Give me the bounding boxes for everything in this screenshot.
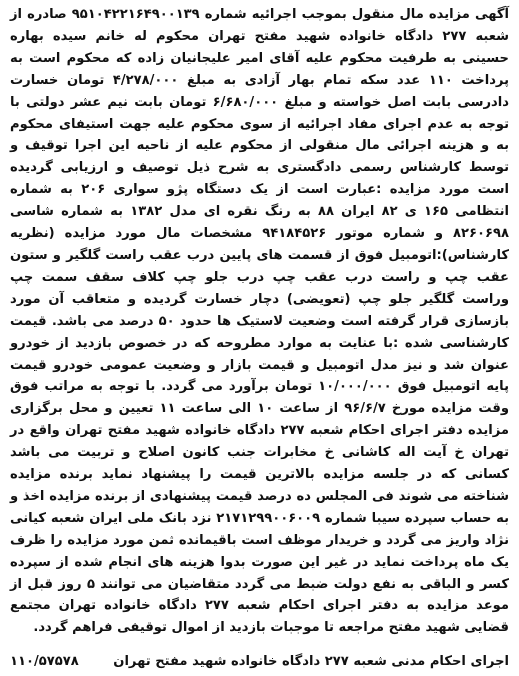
notice-reference-number: ۱۱۰/۵۷۵۷۸ xyxy=(10,654,79,669)
notice-body: آگهی مزایده مال منقول بموجب اجرائیه شماره ۹۵۱۰۴۲۲۱۶۴۹۰۰۱۳۹ صادره از شعبه ۲۷۷ دادگاه خانواده شهید مفتح تهران محکوم له خانم سیده بهاره حسینی به طرفیت محکوم علیه آقای امیر علیجانیان زاده که محکوم است به پرداخت ۱۱۰ عدد سکه تمام بهار آزادی به مبلغ ۴/۲۷۸/۰۰۰ تومان خسارت دادرسی بابت اصل خواسته و مبلغ ۶/۶۸۰/۰۰۰ تومان بابت نیم عشر دولتی با توجه به عدم اجرای مفاد اجرائیه از سوی محکوم علیه جهت استیفای محکوم به و هزینه اجرائی مال منقولی از محکوم علیه از ناحیه این اجرا توقیف و توسط کارشناس رسمی دادگستری به شرح ذیل توصیف و ارزیابی گردیده است مورد مزایده :عبارت است از یک دستگاه پژو سواری ۲۰۶ به شماره انتظامی ۱۶۵ ی ۸۲ ایران ۸۸ به رنگ نقره ای مدل ۱۳۸۲ به شماره شاسی ۸۲۶۰۶۹۸ و شماره موتور ۹۴۱۸۴۵۲۶ مشخصات مال مورد مزایده (نظریه کارشناس):اتومبیل فوق از قسمت های پایین درب عقب راست گلگیر و ستون عقب چپ و راست درب عقب چپ درب جلو چپ کلاف سقف سمت چپ وراست گلگیر جلو چپ (تعویضی) دچار خسارت گردیده و متعاقب آن مورد بازسازی قرار گرفته است وضعیت لاستیک ها حدود ۵۰ درصد می باشد. قیمت کارشناسی شده :با عنایت به موارد مطروحه که در خصوص بازدید از خودرو عنوان شد و نیز مدل اتومبیل و قیمت بازار و وضعیت عمومی خودرو قیمت پایه اتومبیل فوق ۱۰/۰۰۰/۰۰۰ تومان برآورد می گردد. با توجه به مراتب فوق وقت مزایده مورخ ۹۶/۶/۷ از ساعت ۱۰ الی ساعت ۱۱ تعیین و محل برگزاری مزایده دفتر اجرای احکام شعبه ۲۷۷ دادگاه خانواده شهید مفتح تهران واقع در تهران خ آیت اله کاشانی خ مخابرات جنب کانون اصلاح و تربیت می باشد کسانی که در جلسه مزایده بالاترین قیمت را پیشنهاد نماید برنده مزایده شناخته می شوند فی المجلس ده درصد قیمت پیشنهادی از برنده مزایده اخذ و به حساب سپرده سیبا شماره ۲۱۷۱۲۹۹۰۰۶۰۰۹ نزد بانک ملی ایران شعبه کیانی نژاد واریز می گردد و خریدار موظف است باقیمانده ثمن مورد مزایده را ظرف یک ماه پرداخت نماید در غیر این صورت بدوا هزینه های انجام شده از سپرده کسر و الباقی به نفع دولت ضبط می گردد متقاضیان می توانند ۵ روز قبل از موعد مزایده به دفتر اجرای احکام شعبه ۲۷۷ دادگاه خانواده تهران مجتمع قضایی شهید مفتح مراجعه تا موجبات بازدید از اموال توقیفی فراهم گردد. xyxy=(10,7,510,636)
notice-signature: اجرای احکام مدنی شعبه ۲۷۷ دادگاه خانواده شهید مفتح تهران xyxy=(113,654,509,669)
notice-footer xyxy=(10,652,509,672)
